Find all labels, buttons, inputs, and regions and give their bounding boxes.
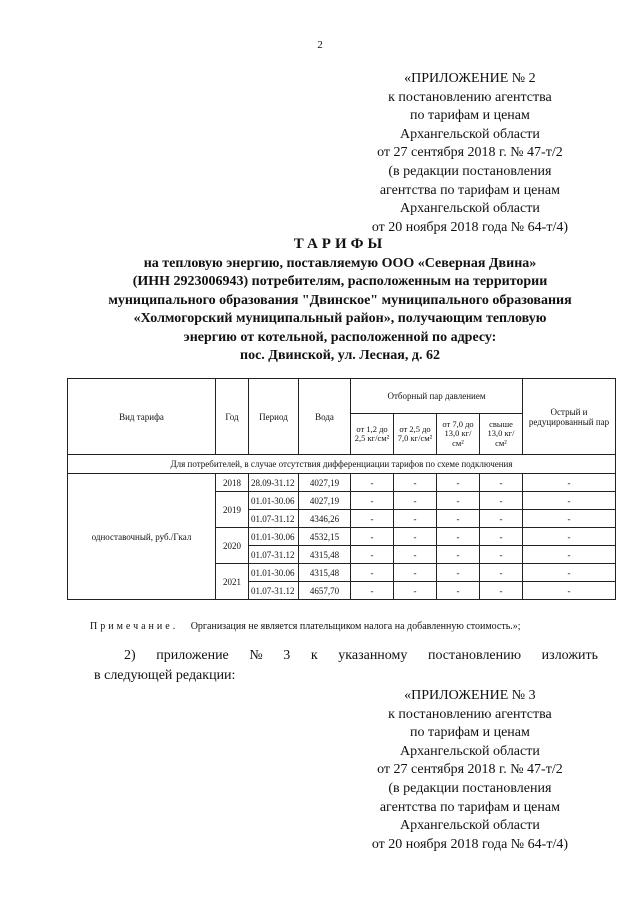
note-text: Организация не является плательщиком налога на добавленную стоимость.»;	[190, 621, 521, 632]
period-cell: 01.01-30.06	[249, 564, 299, 582]
table-row	[68, 474, 616, 492]
appendix-line: агентства по тарифам и ценам	[379, 799, 560, 815]
water-cell: 4315,48	[299, 564, 351, 582]
appendix-3-header	[372, 687, 568, 854]
dash-cell: -	[480, 582, 523, 600]
appendix-line: от 27 сентября 2018 г. № 47-т/2	[377, 762, 563, 778]
water-cell: 4315,48	[299, 546, 351, 564]
period-cell: 28.09-31.12	[249, 474, 299, 492]
dash-cell: -	[351, 474, 394, 492]
appendix-line: (в редакции постановления	[388, 780, 552, 796]
paragraph-line-1	[94, 646, 598, 666]
dash-cell: -	[523, 474, 616, 492]
period-cell: 01.07-31.12	[249, 510, 299, 528]
period-cell: 01.07-31.12	[249, 582, 299, 600]
dash-cell: -	[437, 564, 480, 582]
table-group-label: Для потребителей, в случае отсутствия дифференциации тарифов по схеме подключения	[68, 455, 616, 474]
paragraph-word: 3	[283, 648, 291, 663]
paragraph-word: изложить	[541, 648, 598, 663]
appendix-line: «ПРИЛОЖЕНИЕ № 2	[404, 71, 536, 86]
dash-cell: -	[480, 510, 523, 528]
dash-cell: -	[394, 492, 437, 510]
dash-cell: -	[394, 546, 437, 564]
header-steam-group: Отборный пар давлением	[351, 379, 523, 414]
dash-cell: -	[480, 564, 523, 582]
table-note	[90, 621, 521, 632]
header-period: Период	[249, 379, 299, 455]
appendix-line: от 20 ноября 2018 года № 64-т/4)	[371, 836, 568, 852]
dash-cell: -	[437, 492, 480, 510]
year-cell: 2020	[216, 528, 249, 564]
dash-cell: -	[351, 510, 394, 528]
appendix-line: (в редакции постановления	[388, 163, 552, 179]
appendix-line: по тарифам и ценам	[409, 725, 530, 741]
year-cell: 2019	[216, 492, 249, 528]
appendix-line: «ПРИЛОЖЕНИЕ № 3	[404, 688, 536, 703]
appendix-line: от 20 ноября 2018 года № 64-т/4)	[371, 219, 568, 235]
dash-cell: -	[523, 564, 616, 582]
document-title: ТАРИФЫ	[293, 236, 387, 252]
appendix-line: от 27 сентября 2018 г. № 47-т/2	[377, 145, 563, 161]
dash-cell: -	[523, 582, 616, 600]
appendix-line: агентства по тарифам и ценам	[379, 182, 560, 198]
year-cell: 2021	[216, 564, 249, 600]
water-cell: 4027,19	[299, 492, 351, 510]
dash-cell: -	[523, 546, 616, 564]
year-cell: 2018	[216, 474, 249, 492]
tariff-type-cell: одноставочный, руб./Гкал	[68, 474, 216, 600]
paragraph-word: постановлению	[427, 648, 522, 663]
dash-cell: -	[437, 582, 480, 600]
period-cell: 01.01-30.06	[249, 528, 299, 546]
header-water: Вода	[299, 379, 351, 455]
header-steam-col: свыше 13,0 кг/см²	[480, 414, 523, 455]
paragraph-2	[94, 646, 598, 686]
subtitle-line: на тепловую энергию, поставляемую ООО «Северная Двина»	[143, 256, 537, 271]
dash-cell: -	[480, 474, 523, 492]
dash-cell: -	[351, 564, 394, 582]
dash-cell: -	[394, 564, 437, 582]
dash-cell: -	[437, 546, 480, 564]
header-steam-col: от 1,2 до 2,5 кг/см²	[351, 414, 394, 455]
subtitle-line: энергию от котельной, расположенной по адресу:	[183, 329, 497, 345]
dash-cell: -	[351, 546, 394, 564]
water-cell: 4346,26	[299, 510, 351, 528]
header-sharp-steam: Острый и редуцированный пар	[523, 379, 616, 455]
paragraph-word: приложение	[156, 648, 229, 663]
dash-cell: -	[351, 492, 394, 510]
appendix-line: Архангельской области	[399, 126, 540, 142]
dash-cell: -	[351, 582, 394, 600]
appendix-line: по тарифам и ценам	[409, 108, 530, 124]
dash-cell: -	[480, 528, 523, 546]
paragraph-word: указанному	[338, 648, 408, 663]
dash-cell: -	[437, 474, 480, 492]
header-steam-col: от 7,0 до 13,0 кг/см²	[437, 414, 480, 455]
dash-cell: -	[351, 528, 394, 546]
dash-cell: -	[437, 528, 480, 546]
page-number: 2	[317, 39, 323, 51]
dash-cell: -	[394, 474, 437, 492]
tariff-table	[67, 378, 616, 600]
dash-cell: -	[437, 510, 480, 528]
subtitle-line: пос. Двинской, ул. Лесная, д. 62	[240, 348, 440, 364]
dash-cell: -	[480, 546, 523, 564]
dash-cell: -	[394, 510, 437, 528]
subtitle-line: «Холмогорский муниципальный район», получающим тепловую	[133, 311, 547, 327]
appendix-line: Архангельской области	[399, 743, 540, 759]
period-cell: 01.07-31.12	[249, 546, 299, 564]
dash-cell: -	[523, 510, 616, 528]
appendix-line: Архангельской области	[399, 201, 540, 217]
dash-cell: -	[480, 492, 523, 510]
subtitle-line: муниципального образования "Двинское" муниципального образования	[108, 292, 572, 308]
paragraph-word: 2)	[124, 648, 136, 663]
appendix-line: Архангельской области	[399, 818, 540, 834]
note-label: Примечание.	[90, 621, 179, 632]
paragraph-word: к	[310, 648, 318, 663]
header-tariff-type: Вид тарифа	[68, 379, 216, 455]
period-cell: 01.01-30.06	[249, 492, 299, 510]
appendix-line: к постановлению агентства	[388, 89, 552, 105]
subtitle-line: (ИНН 2923006943) потребителям, расположенным на территории	[132, 274, 548, 290]
dash-cell: -	[523, 528, 616, 546]
dash-cell: -	[523, 492, 616, 510]
header-steam-col: от 2,5 до 7,0 кг/см²	[394, 414, 437, 455]
dash-cell: -	[394, 528, 437, 546]
appendix-2-header	[372, 70, 568, 237]
dash-cell: -	[394, 582, 437, 600]
water-cell: 4532,15	[299, 528, 351, 546]
paragraph-line-2: в следующей редакции:	[94, 668, 236, 683]
tariff-title-block	[40, 233, 640, 365]
water-cell: 4657,70	[299, 582, 351, 600]
paragraph-word: №	[249, 648, 263, 663]
water-cell: 4027,19	[299, 474, 351, 492]
appendix-line: к постановлению агентства	[388, 706, 552, 722]
header-year: Год	[216, 379, 249, 455]
